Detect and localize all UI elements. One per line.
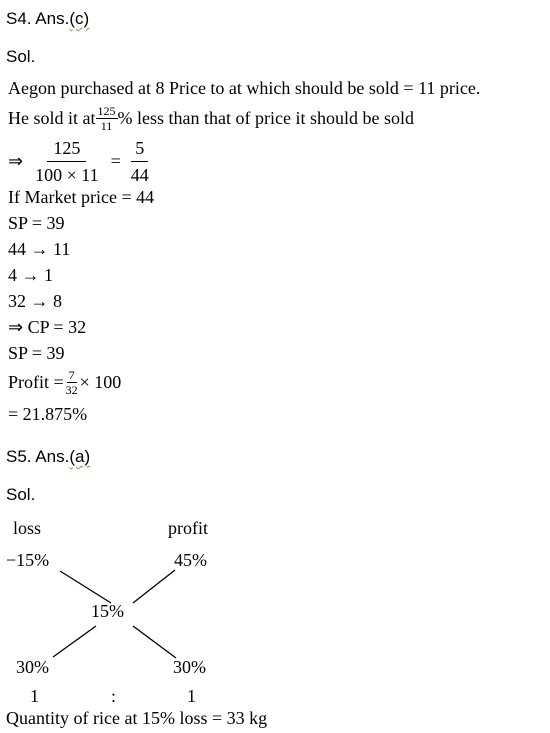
s4-step-4-1: 4 → 1	[8, 265, 53, 285]
profit-value: 45%	[174, 550, 207, 570]
s4-sol-label: Sol.	[6, 47, 36, 66]
s4-equation: ⇒ $\frac{125}{100 \times 11}$ = $\frac{5}{44}$	[8, 137, 153, 185]
line-bottom-left	[53, 626, 96, 657]
s5-sol-label: Sol.	[6, 485, 36, 504]
s5-answer-heading: S5. Ans.(a)	[6, 447, 91, 466]
loss-label: loss	[13, 518, 42, 538]
s4-result: = 21.875%	[8, 404, 88, 424]
s5-conclusion: Quantity of rice at 15% loss = 33 kg	[6, 708, 268, 728]
ratio-separator: :	[111, 686, 117, 706]
bottom-right-value: 30%	[173, 657, 206, 677]
profit-label: profit	[168, 518, 208, 538]
loss-value: −15%	[6, 550, 50, 570]
s4-step-sp-repeat: SP = 39	[8, 343, 65, 363]
bottom-left-value: 30%	[16, 657, 49, 677]
line-bottom-right	[133, 626, 176, 658]
s4-fraction-percent: $\frac{125}{11}$	[97, 103, 116, 133]
ratio-right: 1	[187, 686, 196, 706]
s4-step-44-11: 44 → 11	[8, 239, 71, 259]
s4-fraction-profit: $\frac{7}{32}$	[65, 367, 78, 397]
s4-step-market-price: If Market price = 44	[8, 187, 155, 207]
line-top-left	[60, 571, 111, 603]
s4-step-sp: SP = 39	[8, 213, 65, 233]
s4-fraction-right: $\frac{5}{44}$	[130, 137, 149, 185]
s4-step-32-8: 32 → 8	[8, 291, 62, 311]
s4-fraction-left: $\frac{125}{100 \times 11}$	[35, 137, 99, 185]
s4-line-purchase: Aegon purchased at 8 Price to at which should be sold = 11 price.	[8, 78, 481, 98]
s4-step-cp: ⇒ CP = 32	[8, 317, 87, 337]
s4-profit-line: Profit = $\frac{7}{32}$ × 100	[8, 367, 122, 397]
s4-answer-heading: S4. Ans.(c)	[6, 9, 90, 28]
ratio-left: 1	[30, 686, 39, 706]
line-top-right	[133, 570, 175, 603]
mean-value: 15%	[91, 601, 124, 621]
s4-line-sold-at: He sold it at $\frac{125}{11}$ % less than that of price it should be sold	[8, 103, 414, 133]
